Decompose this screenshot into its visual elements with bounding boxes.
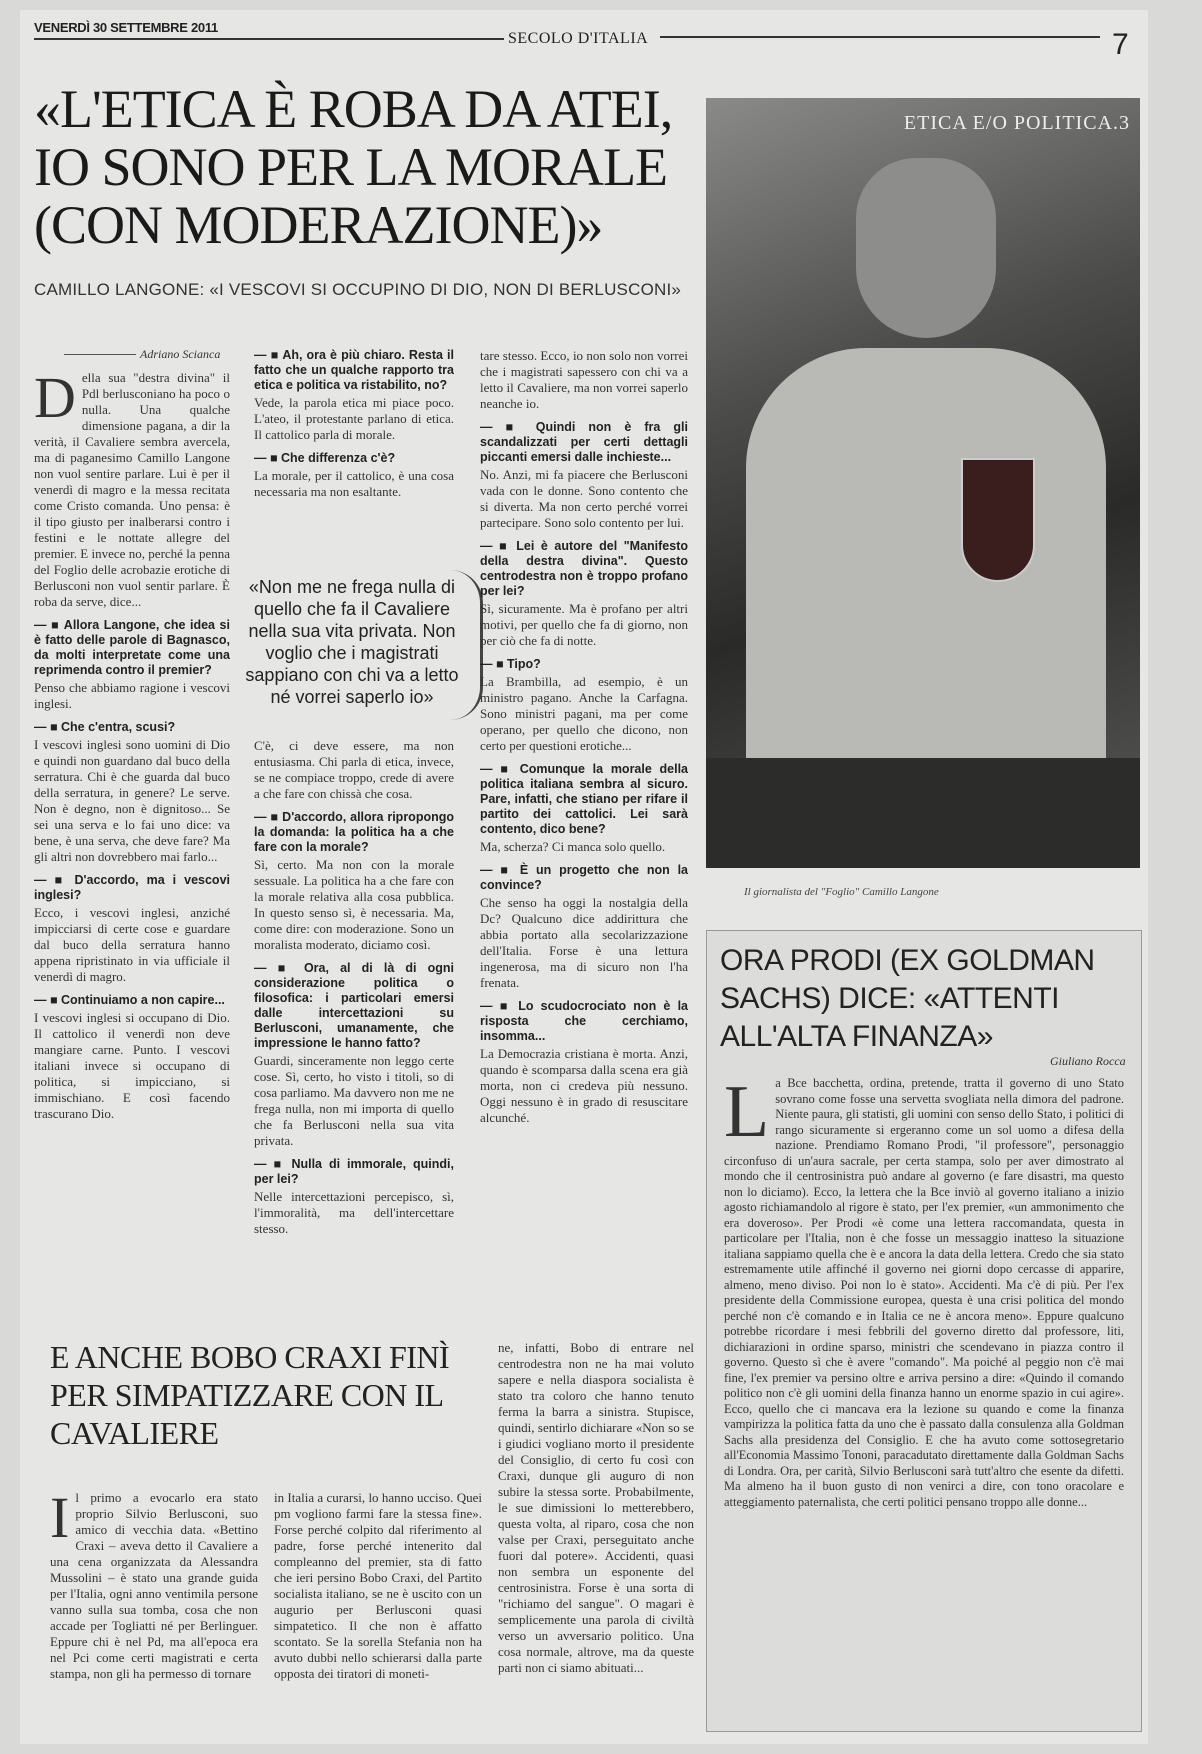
question: — ■ Allora Langone, che idea si è fatto delle parole di Bagnasco, da molti interpretate come una reprimenda contro il premier?: [34, 618, 230, 678]
question: — ■ Che differenza c'è?: [254, 451, 454, 466]
answer: Ecco, i vescovi inglesi, anziché impicciarsi di certe cose e guardare dal buco della serratura hanno appena ripristinato in via ufficiale il venerdì di magro.: [34, 905, 230, 984]
page-number: 7: [1112, 28, 1129, 61]
photo-figure-face: [856, 158, 996, 338]
bobo-column-3: [498, 1340, 694, 1730]
bobo-column-2: [274, 1490, 482, 1730]
pull-quote-brace: [450, 570, 483, 720]
photo: [706, 98, 1140, 868]
question: — ■ Nulla di immorale, quindi, per lei?: [254, 1157, 454, 1187]
photo-table: [706, 758, 1140, 868]
answer: Sì, sicuramente. Ma è profano per altri motivi, per quello che fa di giorno, non per ciò che fa di notte.: [480, 601, 688, 648]
masthead: SECOLO D'ITALIA: [508, 30, 649, 47]
question: — ■ È un progetto che non la convince?: [480, 863, 688, 893]
main-intro: ella sua "destra divina" il Pdl berlusconiano ha poco o nulla. Una qualche dimensione pagana, a dir la verità, il Cavaliere sembra avercela, ma di paganesimo Camillo Langone non vuol sentire parlare. Lui è per il venerdì di magro e la messa recitata come Cristo comanda. Uno pensa: è il tipo giusto per inalberarsi contro i festini e le nottate allegre del premier. E invece no, perché la penna del Foglio delle acrobazie erotiche di Berlusconi non vuol sentir parlare. È roba da serve, dice...: [34, 370, 230, 609]
photo-figure-body: [746, 348, 1106, 768]
answer: I vescovi inglesi si occupano di Dio. Il cattolico il venerdì non deve mangiare carne. Punto. I vescovi italiani invece si occupano di politica, si impicciano, si immischiano. E così facendo trascurano Dio.: [34, 1010, 230, 1121]
main-subtitle: CAMILLO LANGONE: «I VESCOVI SI OCCUPINO DI DIO, NON DI BERLUSCONI»: [34, 280, 682, 299]
section-label: ETICA E/O POLITICA.3: [903, 112, 1130, 134]
bobo-text-3: ne, infatti, Bobo di entrare nel centrodestra non ne ha mai voluto sapere e nella diaspora socialista è stato tra coloro che hanno tenuto ferma la barra a sinistra. Stupisce, quindi, sentirlo dichiarare «Non so se i giudici vogliano morto il presidente del Consiglio, di certo fu così con Craxi, dunque gli auguro di non subire la stessa sorte. Probabilmente, le sue dimissioni lo metterebbero, questa volta, al riparo, cosa che non valse per Craxi, perseguitato anche fuori dal potere». Accidenti, quasi non sembra un esponente del centrosinistra. Forse è una sorta di "richiamo del sangue". O magari è semplicemente una parola di civiltà verso un avversario politico. Una cosa normale, altrove, ma da queste parti non ci siamo abituati...: [498, 1340, 694, 1675]
question: — ■ Continuiamo a non capire...: [34, 993, 230, 1008]
photo-caption: Il giornalista del "Foglio" Camillo Langone: [744, 886, 939, 898]
answer: Nelle intercettazioni percepisco, sì, l'immoralità, ma dell'intercettare stesso.: [254, 1189, 454, 1236]
main-dropcap: D: [34, 370, 76, 430]
answer: Sì, certo. Ma non con la morale sessuale. La politica ha a che fare con la morale relativa alla cosa pubblica. In questo senso sì, è necessaria. Ma, come dire: con moderazione. Sono un moralista moderato, diciamo così.: [254, 857, 454, 952]
question: — ■ Comunque la morale della politica italiana sembra al sicuro. Pare, infatti, che stiano per rifare il partito dei cattolici. Lei sarà contento, dico bene?: [480, 762, 688, 837]
answer: Che senso ha oggi la nostalgia della Dc? Qualcuno dice addirittura che abbia portato alla secolarizzazione dell'Italia. Forse è una lettura ingenerosa, ma di sicuro non l'ha frenata.: [480, 895, 688, 990]
answer: La Democrazia cristiana è morta. Anzi, quando è scomparsa dalla scena era già morta, non ci credeva più nessuno. Oggi nessuno è in grado di resuscitare alcunché.: [480, 1046, 688, 1125]
paragraph: C'è, ci deve essere, ma non entusiasma. Chi parla di etica, invece, se ne compiace troppo, crede di avere a che fare con chissà che cosa.: [254, 738, 454, 801]
answer: Ma, scherza? Ci manca solo quello.: [480, 839, 666, 854]
question: — ■ Tipo?: [480, 657, 688, 672]
question: — ■ Lo scudocrociato non è la risposta che cerchiamo, insomma...: [480, 999, 688, 1044]
wine-glass-icon: [961, 458, 1035, 582]
paragraph: tare stesso. Ecco, io non solo non vorrei che i magistrati sapessero con chi va a letto il Cavaliere, ma non vorrei saperlo neanche io.: [480, 348, 688, 411]
answer: La morale, per il cattolico, è una cosa necessaria ma non esaltante.: [254, 468, 454, 499]
answer: La Brambilla, ad esempio, è un ministro pagano. Anche la Carfagna. Sono ministri pagani, ma per come operano, per quello che dicono, non certo per questioni erotiche...: [480, 674, 688, 753]
question: — ■ D'accordo, allora ripropongo la domanda: la politica ha a che fare con la morale?: [254, 810, 454, 855]
newspaper-page: [20, 10, 1148, 1744]
bobo-text-2: in Italia a curarsi, lo hanno ucciso. Quei pm vogliono farmi fare la stessa fine». Forse perché colpito dal riferimento al padre, forse perché intenerito dal compleanno del premier, sta di fatto che ieri persino Bobo Craxi, del Partito socialista italiano, se ne è uscito con un augurio per Berlusconi quasi simpatetico. Il che non è affatto scontato. Se la sorella Stefania non ha avuto dubbi nello schierarsi dalla parte opposta dei tiratori di moneti-: [274, 1490, 482, 1681]
sidebar-body: [724, 1076, 1124, 1722]
sidebar-title: ORA PRODI (EX GOLDMAN SACHS) DICE: «ATTENTI ALL'ALTA FINANZA»: [720, 944, 1095, 1053]
answer: No. Anzi, mi fa piacere che Berlusconi vada con le donne. Sono contento che si diverta. Ma non certo perché vorrei partecipare. Sono solo contento per lui.: [480, 467, 688, 530]
question: — ■ D'accordo, ma i vescovi inglesi?: [34, 873, 230, 903]
bobo-column-1: [50, 1490, 258, 1730]
question: — ■ Che c'entra, scusi?: [34, 720, 230, 735]
bobo-dropcap: I: [50, 1490, 70, 1550]
answer: Guardi, sinceramente non leggo certe cose. Sì, certo, ho visto i titoli, so di cosa parliamo. Ma davvero non me ne frega nulla, non mi importa di quello che fa Berlusconi nella sua vita privata.: [254, 1053, 454, 1148]
bobo-title: E ANCHE BOBO CRAXI FINÌ PER SIMPATIZZARE CON IL CAVALIERE: [50, 1339, 450, 1451]
answer: I vescovi inglesi sono uomini di Dio e quindi non guardano dal buco della serratura. Chi è che guarda dal buco della serratura, in genere? Le serve. Non è degno, non è dignitoso... Se sei una serva e lo fai uno dice: va bene, è una serva, che deve fare? Ma gli altri non dovrebbero mai farlo...: [34, 737, 230, 864]
pull-quote: «Non me ne frega nulla di quello che fa il Cavaliere nella sua vita privata. Non voglio che i magistrati sappiano con chi va a letto né vorrei saperlo io»: [245, 577, 459, 707]
main-title: «L'ETICA È ROBA DA ATEI, IO SONO PER LA MORALE (CON MODERAZIONE)»: [34, 79, 673, 255]
header-rule-left: [34, 38, 504, 40]
sidebar-byline: Giuliano Rocca: [1050, 1054, 1126, 1068]
header-date: VENERDÌ 30 SETTEMBRE 2011: [34, 20, 218, 35]
question: — ■ Lei è autore del "Manifesto della destra divina". Questo centrodestra non è troppo profano per lei?: [480, 539, 688, 599]
sidebar-dropcap: L: [724, 1076, 770, 1153]
main-byline: Adriano Scianca: [140, 347, 221, 361]
question: — ■ Ah, ora è più chiaro. Resta il fatto che un qualche rapporto tra etica e politica va ristabilito, no?: [254, 348, 454, 393]
main-column-2: [254, 340, 454, 540]
byline-rule: [64, 354, 136, 355]
question: — ■ Ora, al di là di ogni considerazione politica o filosofica: i particolari emersi dalle intercettazioni su Berlusconi, umanamente, che impressione le hanno fatto?: [254, 961, 454, 1051]
main-column-3: [480, 348, 688, 1278]
sidebar-text: a Bce bacchetta, ordina, pretende, tratta il governo di uno Stato sovrano come fosse una servetta svogliata nella dimora del padrone. Niente paura, gli statisti, gli uomini con senso dello Stato, i politici di rango sicuramente si ergeranno come un sol uomo a difesa della nazione. Prendiamo Romano Prodi, "il professore", personaggio circonfuso di un'aura sacrale, per certa stampa, solo per aver dimostrato al mondo che il centrosinistra può andare al governo (e fare disastri, ma questo non lo diciamo). Ecco, la lettera che la Bce inviò al governo italiano a inizio agosto richiamandolo al rigore è stato, per l'ex premier, «un ammonimento che era doveroso». Per Prodi «è come una lettera raccomandata, questa in particolare per l'Italia, non è che fosse un messaggio inatteso la situazione italiana sappiamo quella che è e ancora la data della lettera. Credo che sia stato estremamente utile affinché il governo nei giorni dopo cercasse di apparire, almeno, meno diviso. Poi non lo è stato». Accidenti. Ma c'è di più. Per l'ex presidente della Commissione europea, questa è una crisi politica del mondo perché non c'è comando e in Italia ce ne è ancora meno». Eppure qualcuno potrebbe ricordare i mesi febbrili del governo diretto dal professore, liti, dichiarazioni in ordine sparso, ministri che scendevano in piazza contro il governo. Questo sì che è avere "comando". Ma poiché al peggio non c'è mai fine, l'ex premier va persino oltre e arriva persino a dire: «Quindo il comando politico non c'è gli uomini della finanza hanno un enorme spazio in cui agire». Ecco, quello che ci mancava era la lezione su quando e come la finanza vampirizza la politica fatta da uno che è passato dalla consulenza alla Goldman Sachs alla presidenza del Consiglio. E che ha avuto come sottosegretario all'Economia Massimo Tononi, paracadutato direttamente dalla Goldman Sachs di Londra. Ora, per carità, Silvio Berlusconi sarà tutt'altro che esente da difetti. Ma almeno ha il buon gusto di non venirci a dire, con tono oracolare e atteggiamento paternalista, che certi politici pensano troppo alle donne...: [724, 1076, 1124, 1509]
bobo-text-1: l primo a evocarlo era stato proprio Silvio Berlusconi, suo amico di vecchia data. «Bettino Craxi – aveva detto il Cavaliere a una cena organizzata da Alessandra Mussolini – è stato una grande guida per l'Italia, ogni anno ventimila persone vanno sulla sua tomba, cosa che non accade per Togliatti né per Berlinguer. Eppure chi è nel Pd, ma all'epoca era nel Pci come certi magistrati e certa stampa, non gli ha permesso di tornare: [50, 1490, 258, 1681]
header-rule-right: [660, 36, 1100, 38]
question: — ■ Quindi non è fra gli scandalizzati per certi dettagli piccanti emersi dalle inchieste...: [480, 420, 688, 465]
answer: Penso che abbiamo ragione i vescovi inglesi.: [34, 680, 230, 711]
answer: Vede, la parola etica mi piace poco. L'ateo, il protestante parlano di etica. Il cattolico parla di morale.: [254, 395, 454, 442]
main-column-1: [34, 370, 230, 1290]
main-column-2-lower: [254, 738, 454, 1278]
